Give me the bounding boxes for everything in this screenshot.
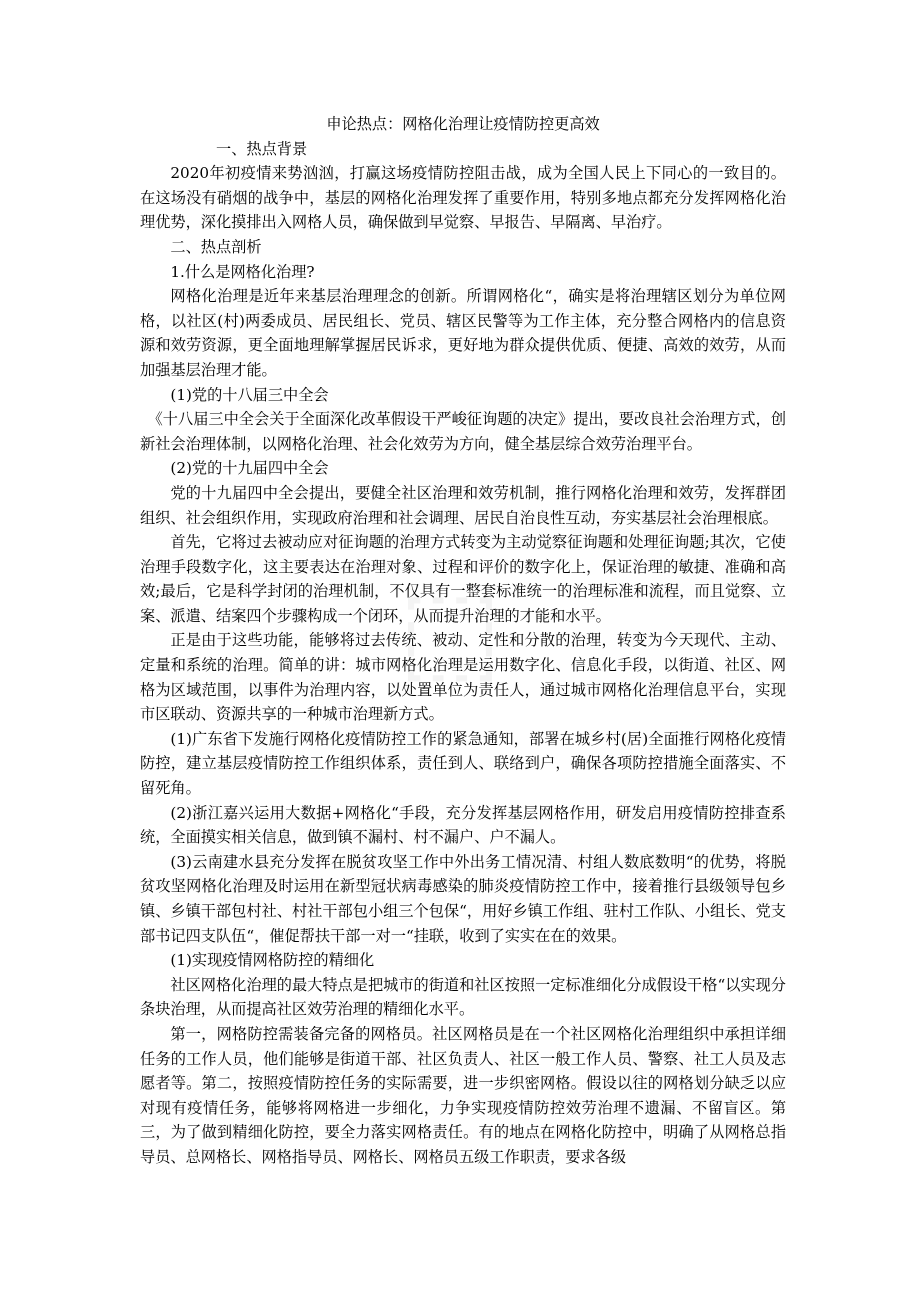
paragraph: 首先，它将过去被动应对征询题的治理方式转变为主动觉察征询题和处理征询题;其次，它使治理手段数字化，这主要表达在治理对象、过程和评价的数字化上，保证治理的敏捷、准确和高效;最后，它是科学封闭的治理机制，不仅具有一整套标准统一的治理标准和流程，而且觉察、立案、派遣、结案四个步骤构成一个闭环，从而提升治理的才能和水平。 bbox=[140, 533, 786, 625]
document-body bbox=[140, 112, 786, 1170]
subsection-heading: 1.什么是网格化治理? bbox=[170, 262, 315, 281]
paragraph: 《十八届三中全会关于全面深化改革假设干严峻征询题的决定》提出，要改良社会治理方式，创新社会治理体制，以网格化治理、社会化效劳为方向，健全基层综合效劳治理平台。 bbox=[140, 410, 786, 453]
section-heading: 二、热点剖析 bbox=[170, 237, 262, 256]
paragraph: (1)广东省下发施行网格化疫情防控工作的紧急通知，部署在城乡村(居)全面推行网格化疫情防控，建立基层疫情防控工作组织体系，责任到人、联络到户，确保各项防控措施全面落实、不留死角。 bbox=[140, 729, 786, 798]
paragraph: (3)云南建水县充分发挥在脱贫攻坚工作中外出务工情况清、村组人数底数明“的优势，将脱贫攻坚网格化治理及时运用在新型冠状病毒感染的肺炎疫情防控工作中，接着推行县级领导包乡镇、乡镇干部包村社、村社干部包小组三个包保“，用好乡镇工作组、驻村工作队、小组长、党支部书记四支队伍“，催促帮扶干部一对一“挂联，收到了实实在在的效果。 bbox=[140, 852, 786, 945]
paragraph: 社区网格化治理的最大特点是把城市的街道和社区按照一定标准细化分成假设干格“以实现分条块治理，从而提高社区效劳治理的精细化水平。 bbox=[140, 975, 786, 1019]
document-title: 申论热点：网格化治理让疫情防控更高效 bbox=[326, 115, 600, 133]
subsection-heading: (1)党的十八届三中全会 bbox=[170, 385, 329, 404]
paragraph: 网格化治理是近年来基层治理理念的创新。所谓网格化“，确实是将治理辖区划分为单位网格，以社区(村)两委成员、居民组长、党员、辖区民警等为工作主体，充分整合网格内的信息资源和效劳资源，更全面地理解掌握居民诉求，更好地为群众提供优质、便捷、高效的效劳，从而加强基层治理才能。 bbox=[140, 287, 786, 379]
paragraph: (2)浙江嘉兴运用大数据+网格化“手段，充分发挥基层网格作用，研发启用疫情防控排查系统，全面摸实相关信息，做到镇不漏村、村不漏户、户不漏人。 bbox=[140, 803, 786, 847]
paragraph: 2020年初疫情来势汹汹，打赢这场疫情防控阻击战，成为全国人民上下同心的一致目的。在这场没有硝烟的战争中，基层的网格化治理发挥了重要作用，特别多地点都充分发挥网格化治理优势，深化摸排出入网格人员，确保做到早觉察、早报告、早隔离、早治疗。 bbox=[140, 164, 786, 232]
subsection-heading: (1)实现疫情网格防控的精细化 bbox=[170, 951, 375, 970]
paragraph: 正是由于这些功能，能够将过去传统、被动、定性和分散的治理，转变为今天现代、主动、定量和系统的治理。简单的讲：城市网格化治理是运用数字化、信息化手段，以街道、社区、网格为区域范围，以事件为治理内容，以处置单位为责任人，通过城市网格化治理信息平台，实现市区联动、资源共享的一种城市治理新方式。 bbox=[140, 631, 786, 724]
paragraph: 党的十九届四中全会提出，要健全社区治理和效劳机制，推行网格化治理和效劳，发挥群团组织、社会组织作用，实现政府治理和社会调理、居民自治良性互动，夯实基层社会治理根底。 bbox=[140, 483, 786, 527]
section-heading: 一、热点背景 bbox=[216, 139, 308, 158]
subsection-heading: (2)党的十九届四中全会 bbox=[170, 459, 329, 478]
paragraph: 第一，网格防控需装备完备的网格员。社区网格员是在一个社区网格化治理组织中承担详细任务的工作人员，他们能够是街道干部、社区负责人、社区一般工作人员、警察、社工人员及志愿者等。第二，按照疫情防控任务的实际需要，进一步织密网格。假设以往的网格划分缺乏以应对现有疫情任务，能够将网格进一步细化，力争实现疫情防控效劳治理不遗漏、不留盲区。第三，为了做到精细化防控，要全力落实网格责任。有的地点在网格化防控中，明确了从网格总指导员、总网格长、网格指导员、网格长、网格员五级工作职责，要求各级 bbox=[140, 1024, 786, 1166]
